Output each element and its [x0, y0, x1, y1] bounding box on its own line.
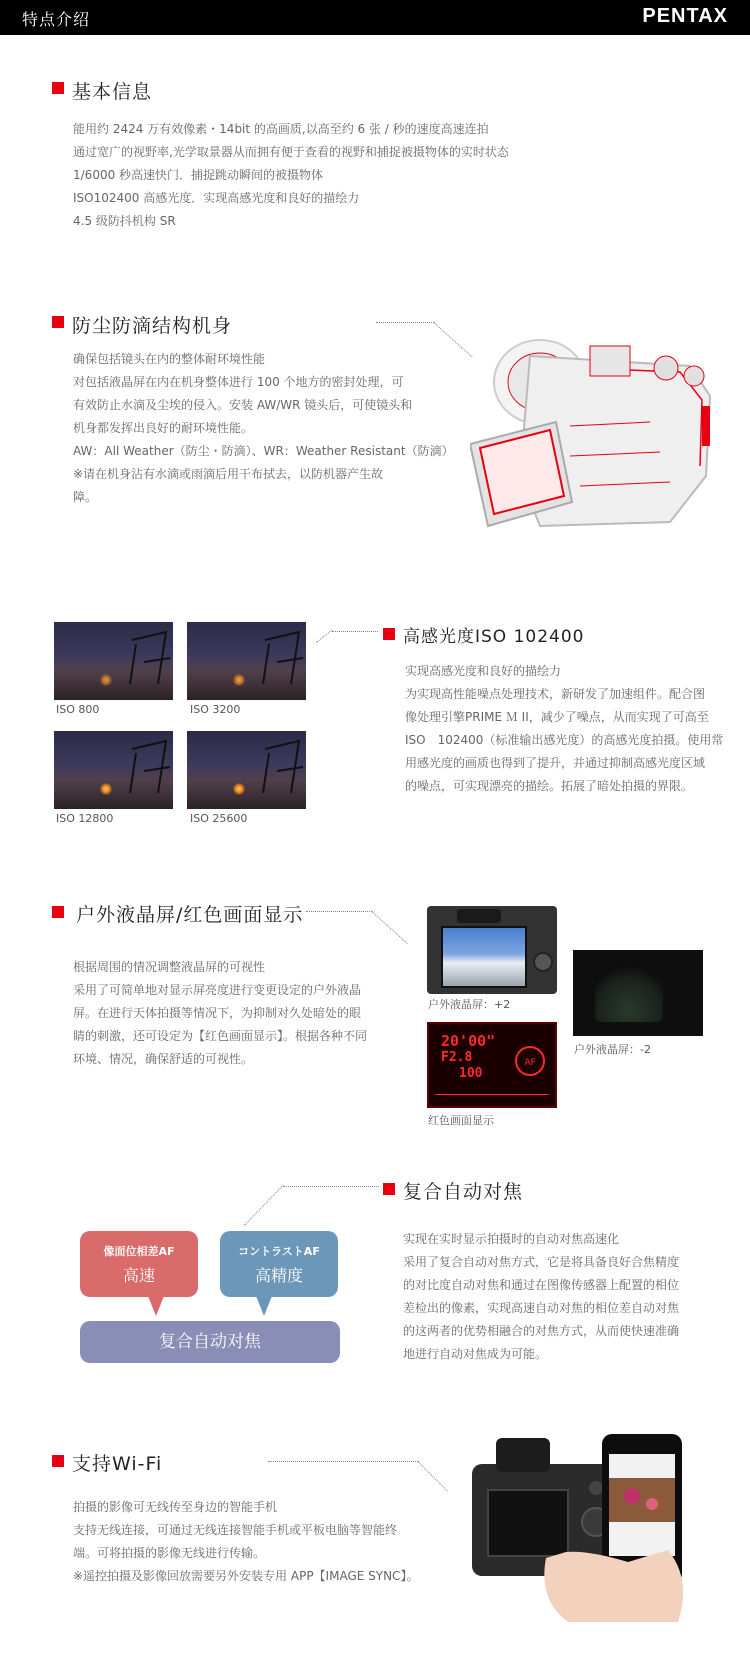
red-aperture-value: F2.8: [441, 1050, 473, 1065]
text-line: 屏。在进行天体拍摄等情况下，为抑制对久处暗处的眼: [73, 1006, 362, 1020]
phase-af-bubble: [80, 1231, 198, 1297]
text-line: 能用约 2424 万有效像素・14bit 的高画质,以高至约 6 张 / 秒的速度高速连拍: [73, 122, 489, 136]
iso-caption: ISO 800: [56, 703, 100, 716]
text-line: 用感光度的画质也得到了提升，并通过抑制高感光度区域: [405, 756, 706, 770]
bubble-tail: [256, 1296, 272, 1316]
iso-sample-photo: [187, 731, 306, 809]
iso-sample-photo: [54, 731, 173, 809]
bubble-value: 高精度: [254, 1266, 303, 1285]
text-line: ※请在机身沾有水滴或雨滴后用干布拭去，以防机器产生故: [73, 467, 384, 481]
contrast-af-bubble: [220, 1231, 338, 1297]
leader-line: [268, 1461, 418, 1462]
text-line: 的这两者的优势相融合的对焦方式，从而使快速准确: [403, 1324, 680, 1338]
leader-line: [417, 1461, 447, 1491]
text-line: 拍摄的影像可无线传至身边的智能手机: [73, 1500, 278, 1514]
bubble-value: 高速: [122, 1266, 155, 1285]
header-title: 特点介绍: [22, 10, 91, 29]
viewfinder: [457, 909, 501, 923]
lcd-caption: 红色画面显示: [428, 1114, 494, 1127]
leader-line: [244, 1185, 284, 1226]
text-line: 有效防止水滴及尘埃的侵入。安装 AW/WR 镜头后，可使镜头和: [73, 398, 413, 412]
lcd-dim-image: [573, 950, 703, 1036]
section-title-iso: 高感光度ISO 102400: [403, 627, 585, 647]
section-marker: [52, 316, 64, 328]
lcd-screen: [441, 926, 527, 988]
text-line: 端。可将拍摄的影像无线进行传输。: [73, 1546, 266, 1560]
leader-line: [371, 911, 407, 944]
text-line: ※遥控拍摄及影像回放需要另外安装专用 APP【IMAGE SYNC】。: [73, 1569, 419, 1583]
sealed-camera-illustration: [470, 326, 718, 548]
red-display-image: [427, 1022, 557, 1108]
section-title-basic: 基本信息: [72, 81, 153, 103]
section-title-af: 复合自动对焦: [403, 1181, 524, 1203]
lcd-bright-image: [427, 906, 557, 994]
text-line: 地进行自动对焦成为可能。: [403, 1347, 548, 1361]
section-title-wifi: 支持Wi-Fi: [72, 1453, 163, 1475]
text-line: 像处理引擎PRIME Ｍ II，减少了噪点，从而实现了可高至: [405, 710, 709, 724]
section-marker: [383, 1183, 395, 1195]
section-body-iso: [405, 660, 723, 798]
text-line: 差检出的像素，实现高速自动对焦的相位差自动对焦: [403, 1301, 680, 1315]
text-line: 根据周围的情况调整液晶屏的可视性: [73, 960, 266, 974]
lcd-caption: 户外液晶屏：-2: [574, 1043, 651, 1056]
section-body-wifi: [73, 1496, 418, 1588]
leader-line: [376, 322, 434, 323]
leader-line: [306, 911, 372, 912]
text-line: 确保包括镜头在内的整体耐环境性能: [73, 352, 266, 366]
red-iso-value: 100: [459, 1066, 483, 1081]
iso-caption: ISO 25600: [190, 812, 248, 825]
section-marker: [383, 628, 395, 640]
text-line: 对包括液晶屏在内在机身整体进行 100 个地方的密封处理，可: [73, 375, 404, 389]
text-line: ISO102400 高感光度．实现高感光度和良好的描绘力: [73, 191, 360, 205]
section-title-lcd: 户外液晶屏/红色画面显示: [76, 904, 304, 926]
leader-line: [332, 631, 378, 632]
iso-caption: ISO 3200: [190, 703, 241, 716]
text-line: 支持无线连接，可通过无线连接智能手机或平板电脑等智能终: [73, 1523, 398, 1537]
wifi-camera-phone-illustration: [468, 1430, 708, 1624]
section-marker: [52, 906, 64, 918]
red-shutter-value: 20'00": [441, 1032, 496, 1050]
text-line: 环境、情况，确保舒适的可视性。: [73, 1052, 254, 1066]
section-marker: [52, 1455, 64, 1467]
section-title-weather: 防尘防滴结构机身: [72, 315, 233, 337]
text-line: 采用了复合自动对焦方式，它是将具备良好合焦精度: [403, 1255, 680, 1269]
text-line: AW：All Weather（防尘・防滴）、WR：Weather Resistant（防滴）: [73, 444, 454, 458]
section-body-lcd: [73, 956, 367, 1071]
text-line: 睛的刺激，还可设定为【红色画面显示】。根据各种不同: [73, 1029, 368, 1043]
text-line: ISO 102400（标准输出感光度）的高感光度拍摄。使用常: [405, 733, 724, 747]
text-line: 采用了可简单地对显示屏亮度进行变更设定的户外液晶: [73, 983, 362, 997]
lcd-caption: 户外液晶屏：+2: [428, 998, 511, 1011]
text-line: 障。: [73, 490, 98, 504]
text-line: 实现在实时显示拍摄时的自动对焦高速化: [403, 1232, 620, 1246]
section-marker: [52, 82, 64, 94]
red-status-row: [435, 1094, 549, 1103]
hybrid-af-bar: 复合自动对焦: [80, 1321, 340, 1363]
text-line: 1/6000 秒高速快门．捕捉跳动瞬间的被摄物体: [73, 168, 324, 182]
text-line: 通过宽广的视野率,光学取景器从而拥有便于查看的视野和捕捉被摄物体的实时状态: [73, 145, 509, 159]
section-body-basic: [73, 118, 509, 233]
iso-sample-photo: [54, 622, 173, 700]
text-line: 机身都发挥出良好的耐环境性能。: [73, 421, 254, 435]
leader-line: [283, 1186, 379, 1187]
text-line: 实现高感光度和良好的描绘力: [405, 664, 562, 678]
iso-sample-photo: [187, 622, 306, 700]
red-af-indicator: AF: [515, 1046, 545, 1076]
lcd-screen: [595, 964, 663, 1022]
dial: [533, 952, 553, 972]
iso-caption: ISO 12800: [56, 812, 114, 825]
brand-logo: PENTAX: [642, 5, 728, 27]
header-bar: [0, 0, 750, 35]
text-line: 4.5 级防抖机构 SR: [73, 214, 176, 228]
text-line: 的噪点，可实现漂亮的描绘。拓展了暗处拍摄的界限。: [405, 779, 694, 793]
bubble-tail: [148, 1296, 164, 1316]
text-line: 为实现高性能噪点处理技术，新研发了加速组件。配合图: [405, 687, 706, 701]
section-body-weather: [73, 348, 454, 509]
text-line: 的对比度自动对焦和通过在图像传感器上配置的相位: [403, 1278, 680, 1292]
bubble-label: コントラストAF: [238, 1245, 320, 1258]
leader-line: [316, 630, 332, 643]
bubble-label: 像面位相差AF: [103, 1245, 175, 1258]
section-body-af: [403, 1228, 679, 1366]
